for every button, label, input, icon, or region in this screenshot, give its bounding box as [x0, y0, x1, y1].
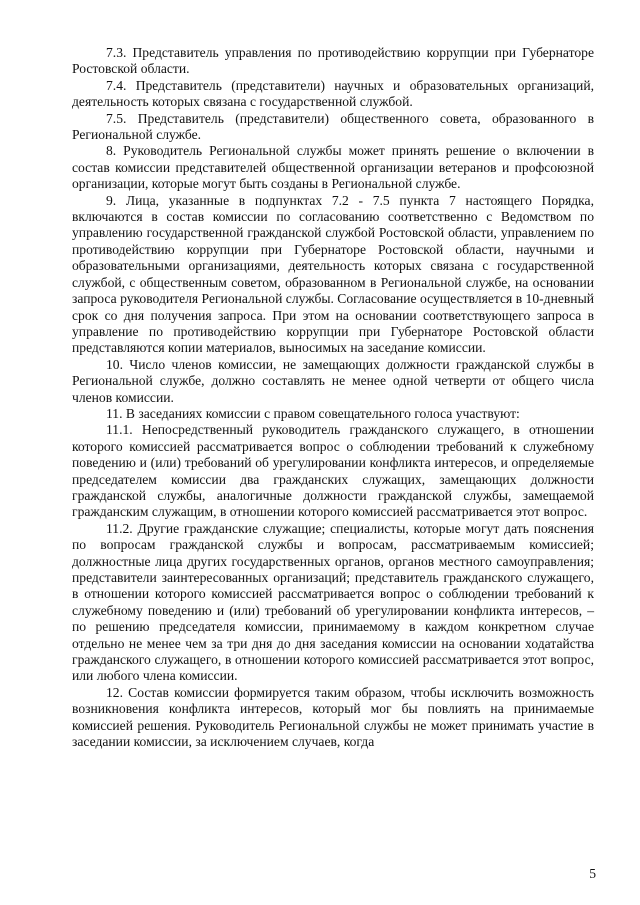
paragraph-8: 8. Руководитель Региональной службы может принять решение о включении в состав комиссии представителей общественной организации ветеранов и профсоюзной организации, которые могут быть созданы в Региональной службе. — [72, 143, 594, 192]
paragraph-10: 10. Число членов комиссии, не замещающих должности гражданской службы в Региональной службе, должно составлять не менее одной четверти от общего числа членов комиссии. — [72, 356, 594, 405]
paragraph-7-3: 7.3. Представитель управления по противодействию коррупции при Губернаторе Ростовской области. — [72, 45, 594, 77]
paragraph-11-1: 11.1. Непосредственный руководитель гражданского служащего, в отношении которого комиссией рассматривается вопрос о соблюдении требований к служебному поведению и (или) требований об урегулировании конфликта интересов, и определяемые председателем комиссии два гражданских служащих, замещающих должности гражданской службы, аналогичные должности гражданской службы, замещаемой гражданским служащим, в отношении которого комиссией рассматривается этот вопрос. — [72, 422, 594, 520]
paragraph-12: 12. Состав комиссии формируется таким образом, чтобы исключить возможность возникновения конфликта интересов, который мог бы повлиять на принимаемые комиссией решения. Руководитель Региональной службы не может принимать участие в заседании комиссии, за исключением случаев, когда — [72, 684, 594, 750]
paragraph-11: 11. В заседаниях комиссии с правом совещательного голоса участвуют: — [106, 405, 520, 421]
paragraph-11-2: 11.2. Другие гражданские служащие; специалисты, которые могут дать пояснения по вопросам гражданской службы и вопросам, рассматриваемым комиссией; должностные лица других государственных органов, органов местного самоуправления; представители заинтересованных организаций; представитель гражданского служащего, в отношении которого комиссией рассматривается вопрос о соблюдении требований к служебному поведению и (или) требований об урегулировании конфликта интересов, – по решению председателя комиссии, принимаемому в каждом конкретном случае отдельно не менее чем за три дня до дня заседания комиссии на основании ходатайства гражданского служащего, в отношении которого комиссией рассматривается этот вопрос, или любого члена комиссии. — [72, 520, 594, 684]
document-body — [72, 45, 594, 750]
paragraph-9: 9. Лица, указанные в подпунктах 7.2 - 7.5 пункта 7 настоящего Порядка, включаются в состав комиссии по согласованию соответственно с Ведомством по управлению государственной гражданской службой Ростовской области, управлением по противодействию коррупции при Губернаторе Ростовской области, научными и образовательными организациями, деятельность которых связана с государственной службой, с общественным советом, образованном в Региональной службе, на основании запроса руководителя Региональной службы. Согласование осуществляется в 10-дневный срок со дня получения запроса. При этом на основании соответствующего запроса в управление по противодействию коррупции при Губернаторе Ростовской области представляются копии материалов, выносимых на заседание комиссии. — [72, 192, 594, 356]
paragraph-7-4: 7.4. Представитель (представители) научных и образовательных организаций, деятельность которых связана с государственной службой. — [72, 77, 594, 110]
page-number: 5 — [589, 866, 596, 881]
paragraph-7-5: 7.5. Представитель (представители) общественного совета, образованного в Региональной службе. — [72, 110, 594, 143]
